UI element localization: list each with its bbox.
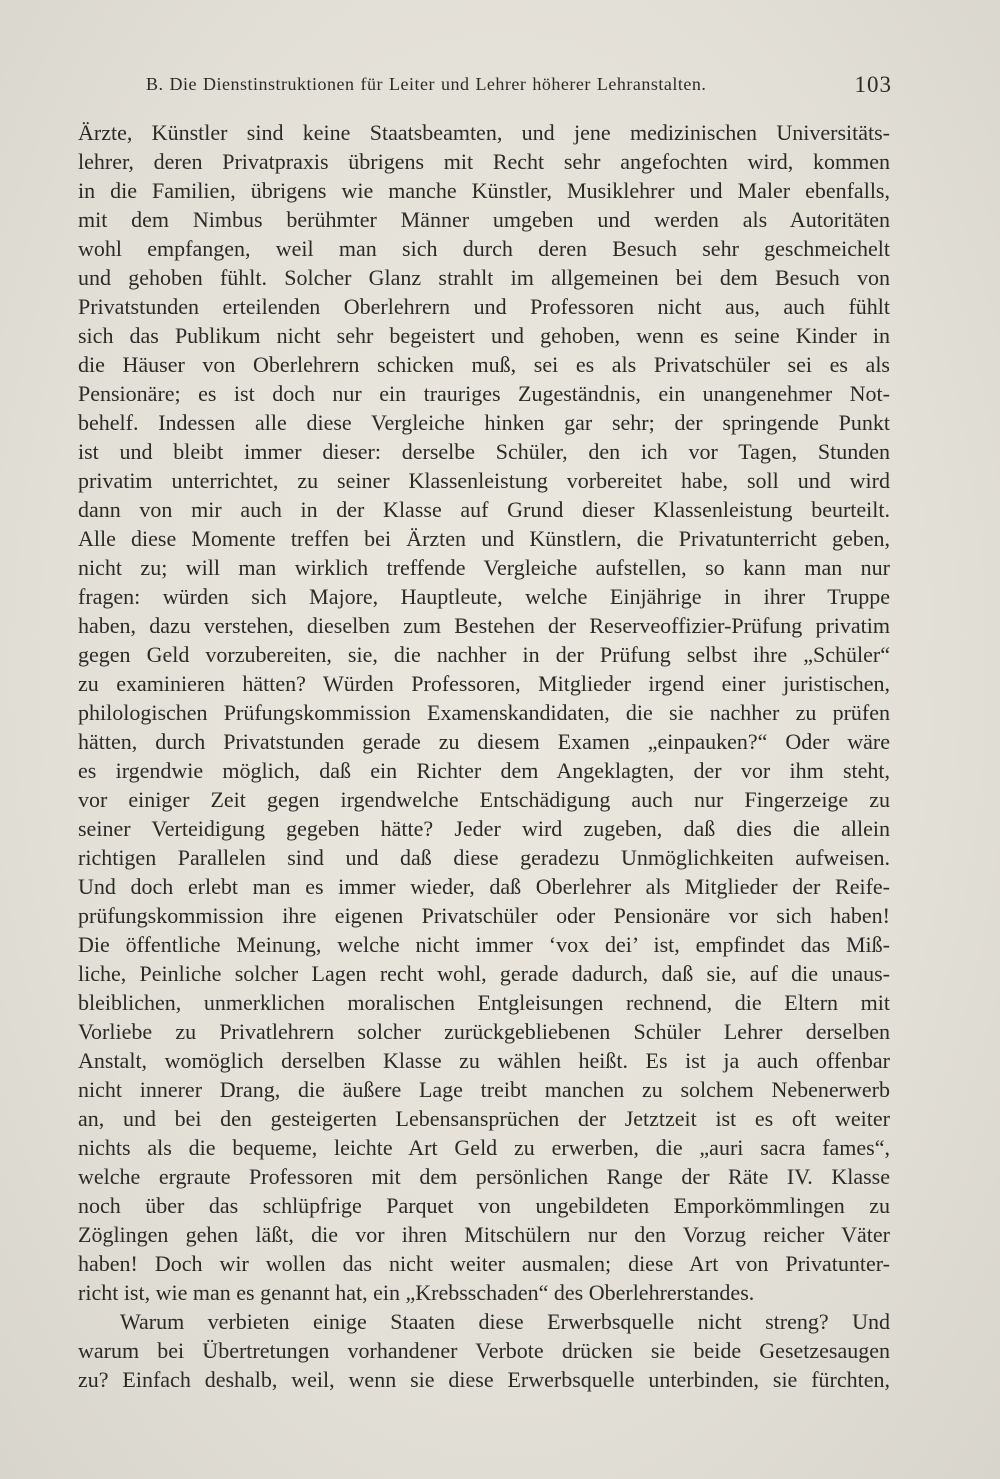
- text-line: seiner Verteidigung gegeben hätte? Jeder wird zugeben, daß dies die allein: [78, 816, 890, 841]
- text-line: wohl empfangen, weil man sich durch deren Besuch sehr geschmeichelt: [78, 236, 890, 261]
- text-line: mit dem Nimbus berühmter Männer umgeben und werden als Autoritäten: [78, 207, 890, 232]
- text-line: warum bei Übertretungen vorhandener Verbote drücken sie beide Gesetzesaugen: [78, 1338, 890, 1363]
- text-line: Zöglingen gehen läßt, die vor ihren Mitschülern nur den Vorzug reicher Väter: [78, 1222, 890, 1247]
- text-line: es irgendwie möglich, daß ein Richter dem Angeklagten, der vor ihm steht,: [78, 758, 890, 783]
- text-line: prüfungskommission ihre eigenen Privatschüler oder Pensionäre vor sich haben!: [78, 903, 890, 928]
- text-line: hätten, durch Privatstunden gerade zu diesem Examen „einpauken?“ Oder wäre: [78, 729, 890, 754]
- text-line: noch über das schlüpfrige Parquet von ungebildeten Emporkömmlingen zu: [78, 1193, 890, 1218]
- text-line: richt ist, wie man es genannt hat, ein „Krebsschaden“ des Oberlehrerstandes.: [78, 1280, 755, 1305]
- text-line: fragen: würden sich Majore, Hauptleute, welche Einjährige in ihrer Truppe: [78, 584, 890, 609]
- running-title: B. Die Dienstinstruktionen für Leiter und Lehrer höherer Lehranstalten.: [146, 74, 707, 94]
- text-line: Privatstunden erteilenden Oberlehrern und Professoren nicht aus, auch fühlt: [78, 294, 890, 319]
- text-line: sich das Publikum nicht sehr begeistert und gehoben, wenn es seine Kinder in: [78, 323, 890, 348]
- text-line: Anstalt, womöglich derselben Klasse zu wählen heißt. Es ist ja auch offenbar: [78, 1048, 890, 1073]
- text-line: liche, Peinliche solcher Lagen recht wohl, gerade dadurch, daß sie, auf die unaus-: [78, 961, 890, 986]
- body-text: [78, 118, 890, 1394]
- text-line: gegen Geld vorzubereiten, sie, die nachher in der Prüfung selbst ihre „Schüler“: [78, 642, 890, 667]
- text-line: philologischen Prüfungskommission Examenskandidaten, die sie nachher zu prüfen: [78, 700, 890, 725]
- text-line: haben! Doch wir wollen das nicht weiter ausmalen; diese Art von Privatunter-: [78, 1251, 890, 1276]
- text-line: und gehoben fühlt. Solcher Glanz strahlt im allgemeinen bei dem Besuch von: [78, 265, 890, 290]
- text-line: Pensionäre; es ist doch nur ein trauriges Zugeständnis, ein unangenehmer Not-: [78, 381, 890, 406]
- text-line: Alle diese Momente treffen bei Ärzten und Künstlern, die Privatunterricht geben,: [78, 526, 890, 551]
- text-line: nichts als die bequeme, leichte Art Geld zu erwerben, die „auri sacra fames“,: [78, 1135, 890, 1160]
- text-line: privatim unterrichtet, zu seiner Klassenleistung vorbereitet habe, soll und wird: [78, 468, 890, 493]
- text-line: Warum verbieten einige Staaten diese Erwerbsquelle nicht streng? Und: [120, 1309, 890, 1334]
- text-line: ist und bleibt immer dieser: derselbe Schüler, den ich vor Tagen, Stunden: [78, 439, 890, 464]
- text-line: nicht innerer Drang, die äußere Lage treibt manchen zu solchem Nebenerwerb: [78, 1077, 890, 1102]
- text-line: in die Familien, übrigens wie manche Künstler, Musiklehrer und Maler ebenfalls,: [78, 178, 890, 203]
- text-line: nicht zu; will man wirklich treffende Vergleiche aufstellen, so kann man nur: [78, 555, 890, 580]
- text-line: welche ergraute Professoren mit dem persönlichen Range der Räte IV. Klasse: [78, 1164, 890, 1189]
- page-number: 103: [854, 72, 892, 97]
- text-line: lehrer, deren Privatpraxis übrigens mit Recht sehr angefochten wird, kommen: [78, 149, 890, 174]
- running-head: [146, 74, 892, 104]
- text-line: bleiblichen, unmerklichen moralischen Entgleisungen rechnend, die Eltern mit: [78, 990, 890, 1015]
- text-line: vor einiger Zeit gegen irgendwelche Entschädigung auch nur Fingerzeige zu: [78, 787, 890, 812]
- text-line: behelf. Indessen alle diese Vergleiche hinken gar sehr; der springende Punkt: [78, 410, 890, 435]
- text-line: richtigen Parallelen sind und daß diese geradezu Unmöglichkeiten aufweisen.: [78, 845, 890, 870]
- text-line: Und doch erlebt man es immer wieder, daß Oberlehrer als Mitglieder der Reife-: [78, 874, 890, 899]
- text-line: haben, dazu verstehen, dieselben zum Bestehen der Reserveoffizier-Prüfung privatim: [78, 613, 890, 638]
- text-line: Ärzte, Künstler sind keine Staatsbeamten, und jene medizinischen Universitäts-: [78, 120, 890, 145]
- text-line: zu examinieren hätten? Würden Professoren, Mitglieder irgend einer juristischen,: [78, 671, 890, 696]
- text-line: dann von mir auch in der Klasse auf Grund dieser Klassenleistung beurteilt.: [78, 497, 890, 522]
- text-line: Die öffentliche Meinung, welche nicht immer ‘vox dei’ ist, empfindet das Miß-: [78, 932, 890, 957]
- text-line: zu? Einfach deshalb, weil, wenn sie diese Erwerbsquelle unterbinden, sie fürchten,: [78, 1367, 890, 1392]
- text-line: an, und bei den gesteigerten Lebensansprüchen der Jetztzeit ist es oft weiter: [78, 1106, 890, 1131]
- text-line: Vorliebe zu Privatlehrern solcher zurückgebliebenen Schüler Lehrer derselben: [78, 1019, 890, 1044]
- text-line: die Häuser von Oberlehrern schicken muß, sei es als Privatschüler sei es als: [78, 352, 890, 377]
